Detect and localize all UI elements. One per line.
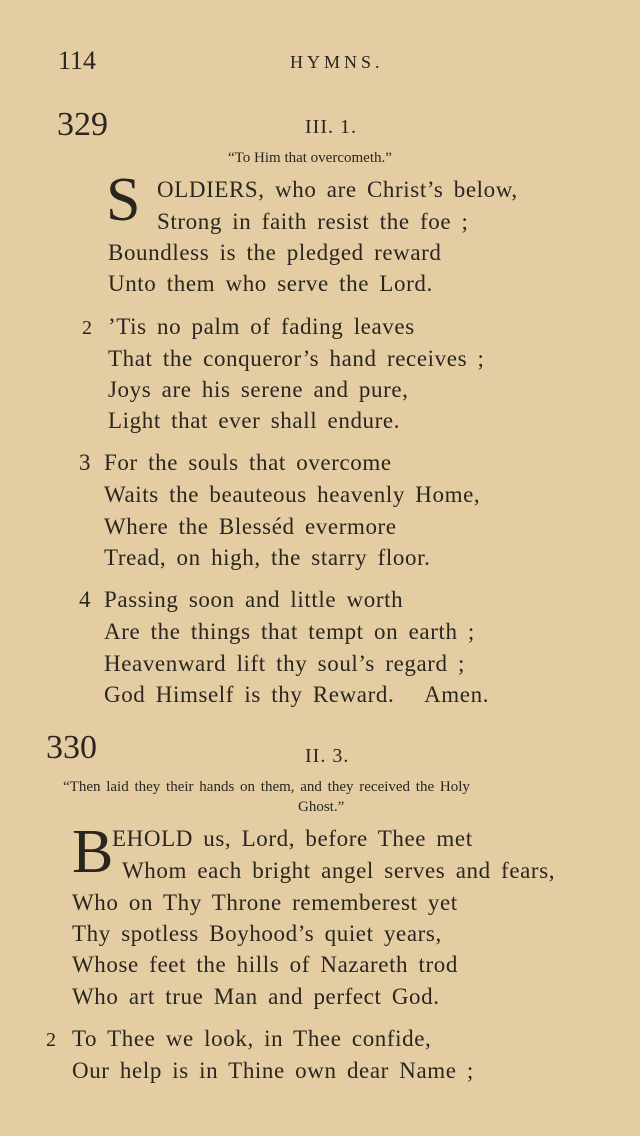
verse-line: Unto them who serve the Lord. bbox=[108, 271, 433, 296]
stanza-number: 2 bbox=[46, 1029, 56, 1051]
hymn-meter: II. 3. bbox=[305, 745, 350, 767]
verse-line: Are the things that tempt on earth ; bbox=[104, 619, 475, 644]
verse-line: Thy spotless Boyhood’s quiet years, bbox=[72, 921, 442, 946]
verse-line: Heavenward lift thy soul’s regard ; bbox=[104, 651, 465, 676]
hymn-epigraph-continued: Ghost.” bbox=[298, 799, 345, 815]
verse-line: Whose feet the hills of Nazareth trod bbox=[72, 952, 458, 977]
stanza-number: 4 bbox=[79, 587, 92, 612]
verse-line: ’Tis no palm of fading leaves bbox=[108, 314, 415, 339]
verse-line: OLDIERS, who are Christ’s below, bbox=[157, 177, 518, 202]
verse-line: Boundless is the pledged reward bbox=[108, 240, 442, 265]
verse-line: Joys are his serene and pure, bbox=[108, 377, 409, 402]
verse-line: Waits the beauteous heavenly Home, bbox=[104, 482, 481, 507]
hymn-epigraph: “To Him that overcometh.” bbox=[228, 150, 392, 166]
hymn-meter: III. 1. bbox=[305, 116, 357, 138]
verse-line: For the souls that overcome bbox=[104, 450, 392, 475]
hymn-number: 330 bbox=[46, 729, 97, 766]
stanza-number: 3 bbox=[79, 450, 92, 475]
verse-line: That the conqueror’s hand receives ; bbox=[108, 346, 485, 371]
page-number: 114 bbox=[58, 46, 97, 75]
verse-line: Light that ever shall endure. bbox=[108, 408, 401, 433]
verse-line: To Thee we look, in Thee confide, bbox=[72, 1026, 432, 1051]
hymn-number: 329 bbox=[57, 106, 108, 143]
verse-line: Tread, on high, the starry floor. bbox=[104, 545, 431, 570]
verse-line: God Himself is thy Reward. Amen. bbox=[104, 682, 490, 707]
verse-line: Strong in faith resist the foe ; bbox=[157, 209, 469, 234]
hymn-epigraph: “Then laid they their hands on them, and they received the Holy bbox=[63, 779, 470, 795]
verse-line: Who on Thy Throne rememberest yet bbox=[72, 890, 458, 915]
verse-line: Passing soon and little worth bbox=[104, 587, 404, 612]
verse-line: EHOLD us, Lord, before Thee met bbox=[112, 826, 473, 851]
running-title: HYMNS. bbox=[290, 52, 384, 72]
verse-line: Where the Blesséd evermore bbox=[104, 514, 397, 539]
drop-cap: B bbox=[72, 818, 114, 886]
verse-line: Who art true Man and perfect God. bbox=[72, 984, 440, 1009]
verse-line: Our help is in Thine own dear Name ; bbox=[72, 1058, 474, 1083]
verse-line: Whom each bright angel serves and fears, bbox=[122, 858, 556, 883]
drop-cap: S bbox=[106, 166, 141, 234]
stanza-number: 2 bbox=[82, 317, 92, 339]
